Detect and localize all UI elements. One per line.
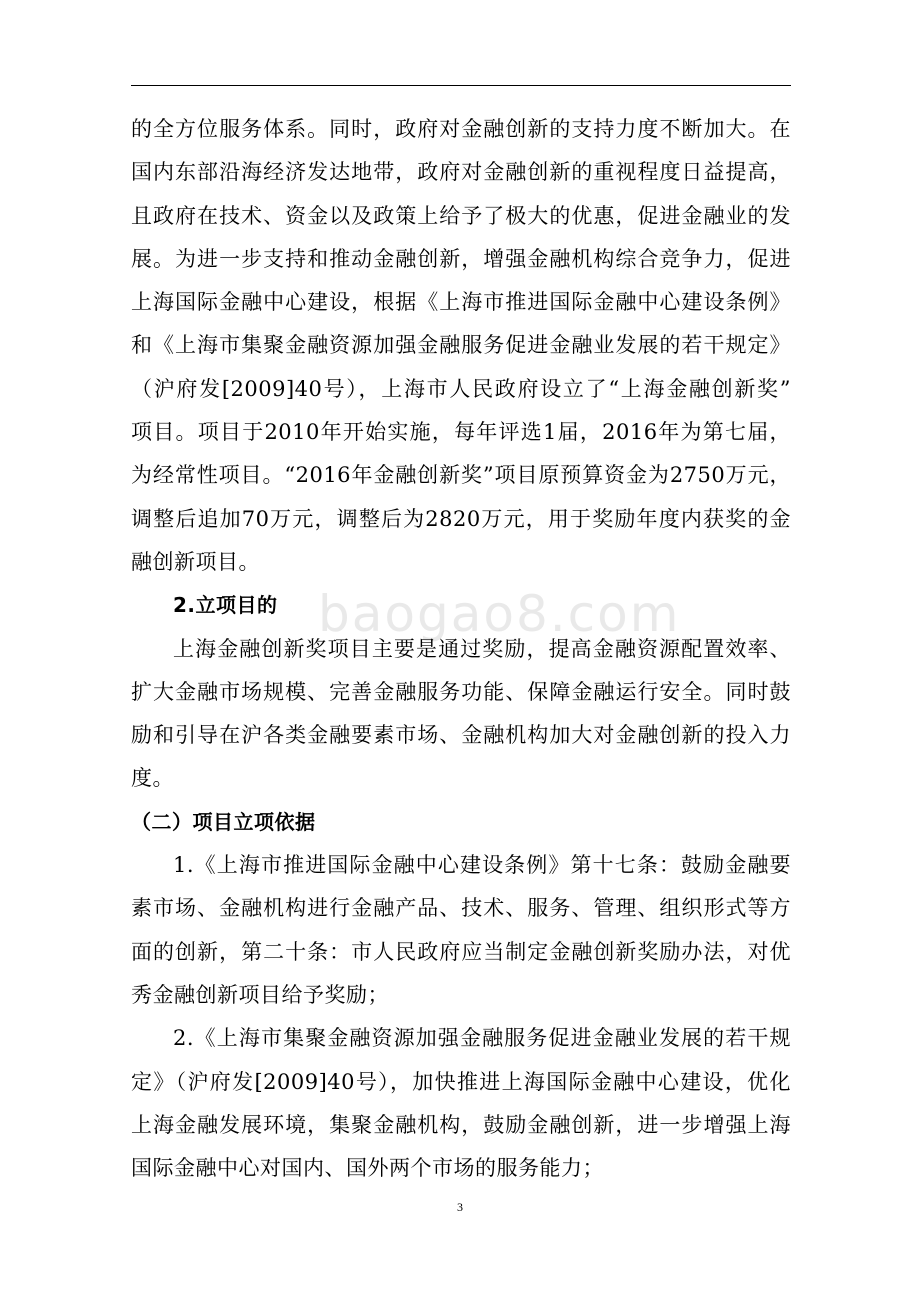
section-heading: （二）项目立项依据 [131,809,316,834]
paragraph-line: 秀金融创新项目给予奖励； [131,982,389,1007]
header-rule [131,85,791,86]
page-number: 3 [457,1200,463,1214]
body-text [131,108,791,1190]
paragraph-line: 度。 [131,766,174,791]
paragraph-line: 国际金融中心对国内、国外两个市场的服务能力； [131,1156,604,1181]
paragraph-line: 定》（沪府发[2009]40号），加快推进上海国际金融中心建设，优化 [131,1069,791,1094]
paragraph-line: 2.《上海市集聚金融资源加强金融服务促进金融业发展的若干规 [173,1026,791,1051]
paragraph-line: 励和引导在沪各类金融要素市场、金融机构加大对金融创新的投入力 [131,723,791,748]
paragraph-line: 项目。项目于2010年开始实施，每年评选1届，2016年为第七届， [131,420,791,445]
paragraph-line: 扩大金融市场规模、完善金融服务功能、保障金融运行安全。同时鼓 [131,679,791,704]
watermark: baogao8.com [318,585,681,643]
paragraph-line: 上海金融创新奖项目主要是通过奖励，提高金融资源配置效率、 [173,636,791,661]
paragraph-line: 面的创新，第二十条：市人民政府应当制定金融创新奖励办法，对优 [131,939,791,964]
paragraph-line: 和《上海市集聚金融资源加强金融服务促进金融业发展的若干规定》 [131,333,791,358]
paragraph-line: 上海国际金融中心建设，根据《上海市推进国际金融中心建设条例》 [131,290,791,315]
paragraph-line: 展。为进一步支持和推动金融创新，增强金融机构综合竞争力，促进 [131,246,791,271]
section-heading: 2.立项目的 [173,593,278,618]
paragraph-line: 上海金融发展环境，集聚金融机构，鼓励金融创新，进一步增强上海 [131,1112,791,1137]
paragraph-line: 融创新项目。 [131,549,260,574]
paragraph-line: 素市场、金融机构进行金融产品、技术、服务、管理、组织形式等方 [131,896,791,921]
paragraph-line: 调整后追加70万元，调整后为2820万元，用于奖励年度内获奖的金 [131,506,791,531]
paragraph-line: （沪府发[2009]40号），上海市人民政府设立了“上海金融创新奖” [131,376,791,401]
paragraph-line: 且政府在技术、资金以及政策上给予了极大的优惠，促进金融业的发 [131,203,791,228]
paragraph-line: 的全方位服务体系。同时，政府对金融创新的支持力度不断加大。在 [131,117,791,141]
paragraph-line: 1.《上海市推进国际金融中心建设条例》第十七条：鼓励金融要 [173,853,791,878]
paragraph-line: 国内东部沿海经济发达地带，政府对金融创新的重视程度日益提高， [131,160,791,185]
paragraph-line: 为经常性项目。“2016年金融创新奖”项目原预算资金为2750万元， [131,463,791,488]
